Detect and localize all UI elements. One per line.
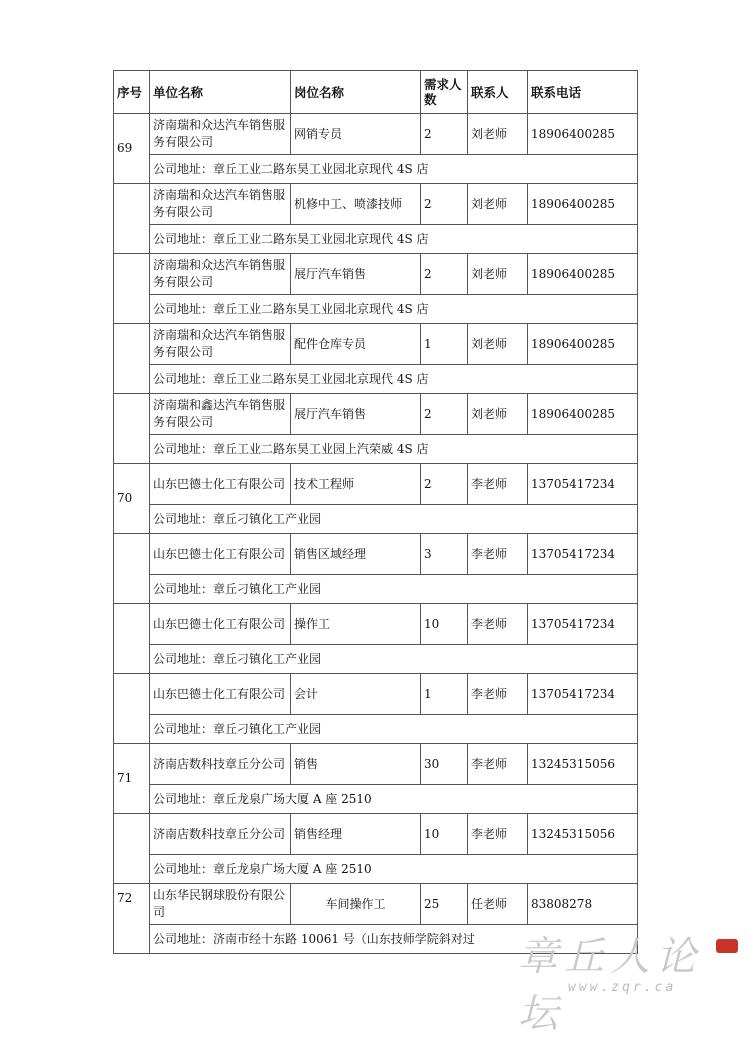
table-row [114,184,638,225]
count-cell: 25 [421,884,468,925]
unit-cell: 济南店数科技章丘分公司 [150,814,291,855]
watermark-url: www.zqr.ca [568,980,677,995]
seq-cell [114,394,150,464]
count-cell: 2 [421,254,468,295]
watermark-text: 章丘人论坛 [518,934,702,1037]
address-cell: 公司地址：章丘刁镇化工产业园 [150,715,638,744]
table-row [114,394,638,435]
unit-cell: 济南瑞和众达汽车销售服务有限公司 [150,114,291,155]
header-seq: 序号 [114,71,150,114]
position-cell: 机修中工、喷漆技师 [291,184,421,225]
contact-cell: 李老师 [468,534,528,575]
seq-cell: 69 [114,114,150,184]
address-row [114,435,638,464]
address-cell: 公司地址：章丘刁镇化工产业园 [150,645,638,674]
contact-cell: 李老师 [468,674,528,715]
header-contact: 联系人 [468,71,528,114]
phone-cell: 13705417234 [528,534,638,575]
header-position: 岗位名称 [291,71,421,114]
unit-cell: 山东华民钢球股份有限公司 [150,884,291,925]
table-row [114,744,638,785]
header-count: 需求人数 [421,71,468,114]
address-cell: 公司地址：章丘刁镇化工产业园 [150,505,638,534]
address-row [114,575,638,604]
count-cell: 10 [421,814,468,855]
address-row [114,715,638,744]
address-cell: 公司地址：济南市经十东路 10061 号（山东技师学院斜对过 [150,925,638,954]
table-row [114,604,638,645]
phone-cell: 13705417234 [528,464,638,505]
count-cell: 3 [421,534,468,575]
count-cell: 1 [421,324,468,365]
address-cell: 公司地址：章丘工业二路东昊工业园北京现代 4S 店 [150,365,638,394]
phone-cell: 13245315056 [528,814,638,855]
job-table [113,70,638,954]
table-row [114,114,638,155]
count-cell: 2 [421,394,468,435]
contact-cell: 任老师 [468,884,528,925]
address-cell: 公司地址：章丘龙泉广场大厦 A 座 2510 [150,855,638,884]
seq-cell [114,674,150,744]
forum-watermark [510,925,745,1037]
address-row [114,155,638,184]
seq-cell [114,534,150,604]
count-cell: 2 [421,114,468,155]
phone-cell: 18906400285 [528,184,638,225]
address-cell: 公司地址：章丘工业二路东昊工业园北京现代 4S 店 [150,155,638,184]
unit-cell: 济南瑞和众达汽车销售服务有限公司 [150,254,291,295]
address-cell: 公司地址：章丘刁镇化工产业园 [150,575,638,604]
seq-cell: 70 [114,464,150,534]
address-row [114,505,638,534]
contact-cell: 刘老师 [468,394,528,435]
seq-cell [114,604,150,674]
unit-cell: 济南瑞和鑫达汽车销售服务有限公司 [150,394,291,435]
count-cell: 30 [421,744,468,785]
contact-cell: 刘老师 [468,324,528,365]
contact-cell: 刘老师 [468,184,528,225]
seq-cell: 72 [114,884,150,954]
position-cell: 销售区域经理 [291,534,421,575]
header-phone: 联系电话 [528,71,638,114]
position-cell: 展厅汽车销售 [291,394,421,435]
contact-cell: 李老师 [468,814,528,855]
phone-cell: 13705417234 [528,674,638,715]
position-cell: 配件仓库专员 [291,324,421,365]
unit-cell: 济南瑞和众达汽车销售服务有限公司 [150,184,291,225]
unit-cell: 山东巴德士化工有限公司 [150,464,291,505]
seq-cell [114,254,150,324]
position-cell: 技术工程师 [291,464,421,505]
table-row [114,674,638,715]
count-cell: 2 [421,184,468,225]
address-row [114,645,638,674]
contact-cell: 李老师 [468,604,528,645]
header-row [114,71,638,114]
phone-cell: 18906400285 [528,114,638,155]
address-row [114,225,638,254]
unit-cell: 济南店数科技章丘分公司 [150,744,291,785]
table-row [114,814,638,855]
unit-cell: 山东巴德士化工有限公司 [150,534,291,575]
position-cell: 展厅汽车销售 [291,254,421,295]
phone-cell: 83808278 [528,884,638,925]
position-cell: 操作工 [291,604,421,645]
position-cell: 销售 [291,744,421,785]
contact-cell: 李老师 [468,744,528,785]
position-cell: 网销专员 [291,114,421,155]
position-cell: 会计 [291,674,421,715]
seq-cell [114,324,150,394]
address-row [114,855,638,884]
address-cell: 公司地址：章丘龙泉广场大厦 A 座 2510 [150,785,638,814]
phone-cell: 18906400285 [528,394,638,435]
unit-cell: 山东巴德士化工有限公司 [150,674,291,715]
unit-cell: 济南瑞和众达汽车销售服务有限公司 [150,324,291,365]
seal-icon [716,939,738,953]
address-row [114,785,638,814]
contact-cell: 刘老师 [468,254,528,295]
contact-cell: 李老师 [468,464,528,505]
contact-cell: 刘老师 [468,114,528,155]
header-unit: 单位名称 [150,71,291,114]
position-cell: 车间操作工 [291,884,421,925]
address-cell: 公司地址：章丘工业二路东昊工业园北京现代 4S 店 [150,225,638,254]
address-cell: 公司地址：章丘工业二路东昊工业园上汽荣威 4S 店 [150,435,638,464]
address-row [114,365,638,394]
table-row [114,324,638,365]
seq-cell [114,184,150,254]
phone-cell: 18906400285 [528,254,638,295]
address-row [114,295,638,324]
table-row [114,534,638,575]
seq-cell: 71 [114,744,150,814]
seq-cell [114,814,150,884]
count-cell: 1 [421,674,468,715]
table-row [114,464,638,505]
address-cell: 公司地址：章丘工业二路东昊工业园北京现代 4S 店 [150,295,638,324]
position-cell: 销售经理 [291,814,421,855]
table-row [114,254,638,295]
phone-cell: 18906400285 [528,324,638,365]
count-cell: 10 [421,604,468,645]
table-row [114,884,638,925]
phone-cell: 13705417234 [528,604,638,645]
unit-cell: 山东巴德士化工有限公司 [150,604,291,645]
phone-cell: 13245315056 [528,744,638,785]
count-cell: 2 [421,464,468,505]
